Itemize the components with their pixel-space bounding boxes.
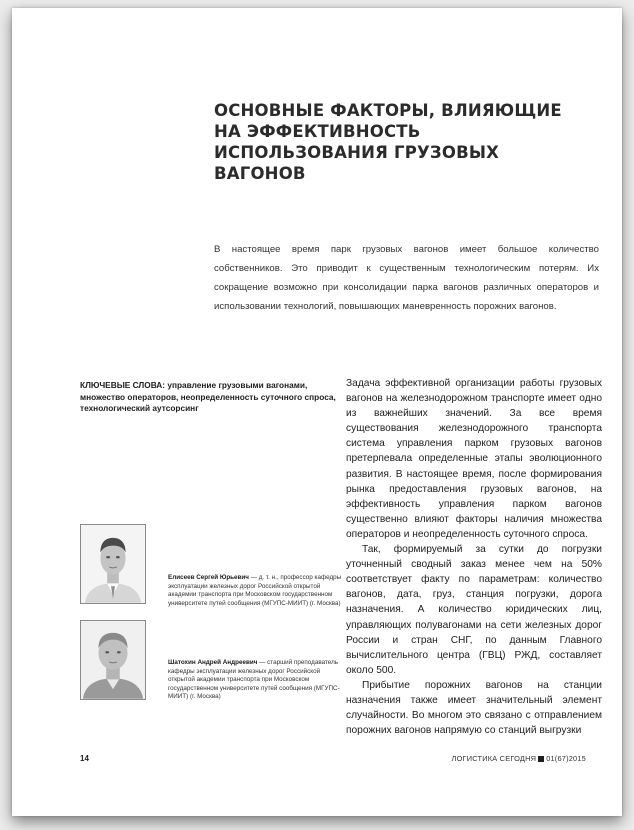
article-title: ОСНОВНЫЕ ФАКТОРЫ, ВЛИЯЮЩИЕ НА ЭФФЕКТИВНОСТЬ ИСПОЛЬЗОВАНИЯ ГРУЗОВЫХ ВАГОНОВ	[214, 101, 562, 183]
body-paragraph-2: Так, формируемый за сутки до погрузки уточненный сводный заказ менее чем на 50% соответствует факту по параметрам: количество вагонов, дата, груз, станция погрузки, дорога назначения. А количество юридических лиц, управляющих полувагонами на сети железных дорог России и стран СНГ, по данным Главного вычислительного центра (ГВЦ) РЖД, составляет около 500.	[346, 544, 602, 676]
journal-page	[12, 8, 622, 816]
body-paragraph-1: Задача эффективной организации работы грузовых вагонов на железнодорожном транспорте имеет одно из важнейших значений. За все время существования железнодорожного транспорта система управления парком грузовых вагонов претерпевала определенные этапы эволюционного развития. В настоящее время, после формирования рынка предоставления грузовых вагонов, на эффективность управления парком вагонов существенно влияют факторы наличия множества операторов и неопределенность суточного спроса.	[346, 378, 602, 540]
author-info-1	[168, 574, 343, 608]
author-photo-2	[80, 620, 146, 700]
journal-footer	[452, 754, 586, 763]
portrait-icon	[81, 525, 145, 603]
journal-name: ЛОГИСТИКА СЕГОДНЯ	[451, 754, 537, 763]
author-name: Шатохин Андрей Андреевич	[168, 659, 258, 666]
portrait-icon	[81, 621, 145, 699]
keywords: КЛЮЧЕВЫЕ СЛОВА: управление грузовыми вагонами, множество операторов, неопределенность суточного спроса, технологический аутсорсинг	[80, 380, 336, 413]
page-number: 14	[80, 754, 89, 763]
square-separator-icon	[538, 756, 544, 762]
author-info-2	[168, 659, 343, 702]
author-bio: — д. т. н., профессор кафедры эксплуатации железных дорог Российской открытой академии транспорта при Московском государственном университете путей сообщения (МГУПС-МИИТ) (г. Москва)	[168, 574, 342, 607]
author-name: Елисеев Сергей Юрьевич	[168, 574, 249, 581]
article-body	[346, 376, 602, 736]
author-photo-1	[80, 524, 146, 604]
author-bio: — старший преподаватель кафедры эксплуатации железных дорог Российской открытой академии транспорта при Московском государственном университете путей сообщения (МГУПС-МИИТ) (г. Москва)	[168, 659, 340, 701]
body-paragraph-3: Прибытие порожних вагонов на станции назначения также имеет значительный элемент случайности. Во многом это связано с отправлением порожних вагонов напрямую со станций выгрузки	[346, 679, 602, 736]
issue-number: 01(67)2015	[546, 754, 586, 763]
article-abstract: В настоящее время парк грузовых вагонов имеет большое количество собственников. Это приводит к существенным технологическим потерям. Их сокращение возможно при консолидации парка вагонов различных операторов и использовании технологий, повышающих маневренность порожних вагонов.	[214, 244, 599, 312]
